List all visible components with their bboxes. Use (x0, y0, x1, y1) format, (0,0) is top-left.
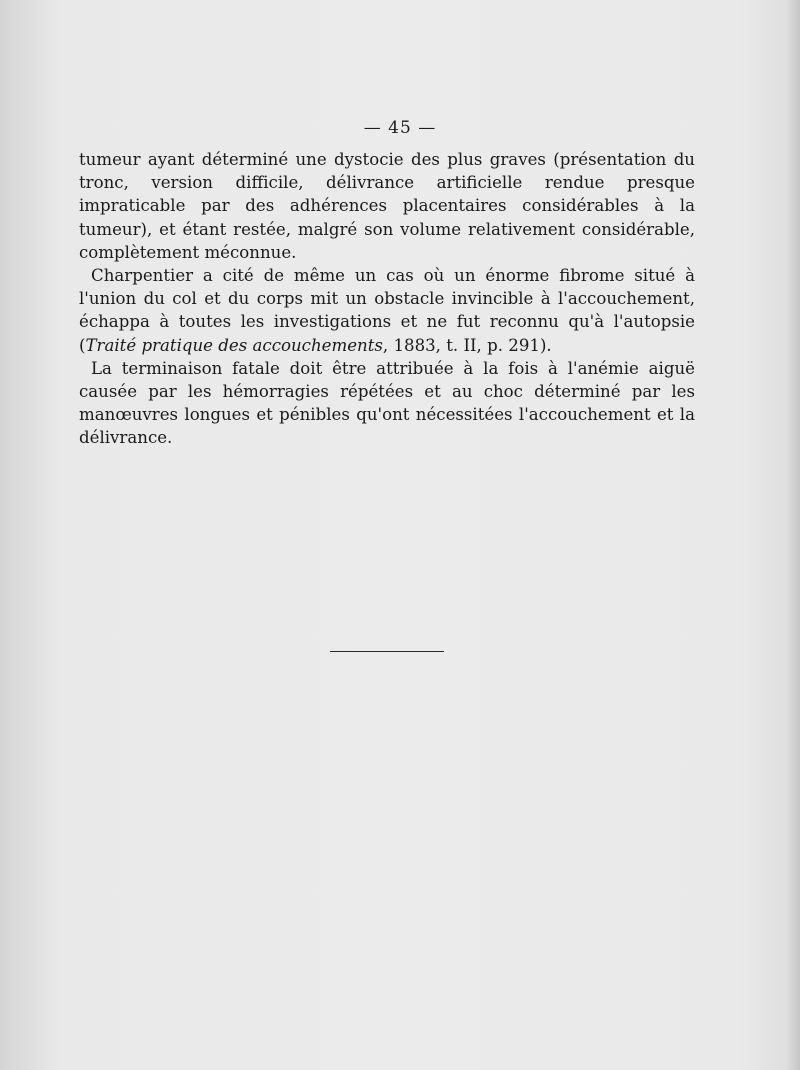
book-title-citation: Traité pratique des accouchements (85, 335, 383, 355)
paragraph-3: La terminaison fatale doit être attribuée à la fois à l'anémie aiguë causée par les hémorragies répétées et au choc déterminé par les manœuvres longues et pénibles qu'ont nécessitées l'accouchement et la délivrance. (79, 358, 695, 448)
paragraph-2-text-start: Charpentier a cité de même un cas où un énorme fibrome situé à l'union du col et du corps mit un obstacle invincible à l'accouchement, échappa à toutes les investigations et ne fut reconnu qu'à l'autopsie ( (79, 266, 695, 355)
paragraph-2-text-end: , 1883, t. II, p. 291). (382, 335, 552, 355)
body-text (79, 148, 695, 450)
paragraph-1: tumeur ayant déterminé une dystocie des plus graves (présentation du tronc, version difficile, délivrance artificielle rendue presque impraticable par des adhérences placentaires considérables à la tumeur), et étant restée, malgré son volume relativement considérable, complètement méconnue. (79, 150, 695, 262)
page-edge-shadow (786, 0, 800, 1070)
section-end-rule (330, 651, 444, 652)
paragraph-2 (79, 264, 695, 357)
page-number: — 45 — (363, 118, 437, 138)
